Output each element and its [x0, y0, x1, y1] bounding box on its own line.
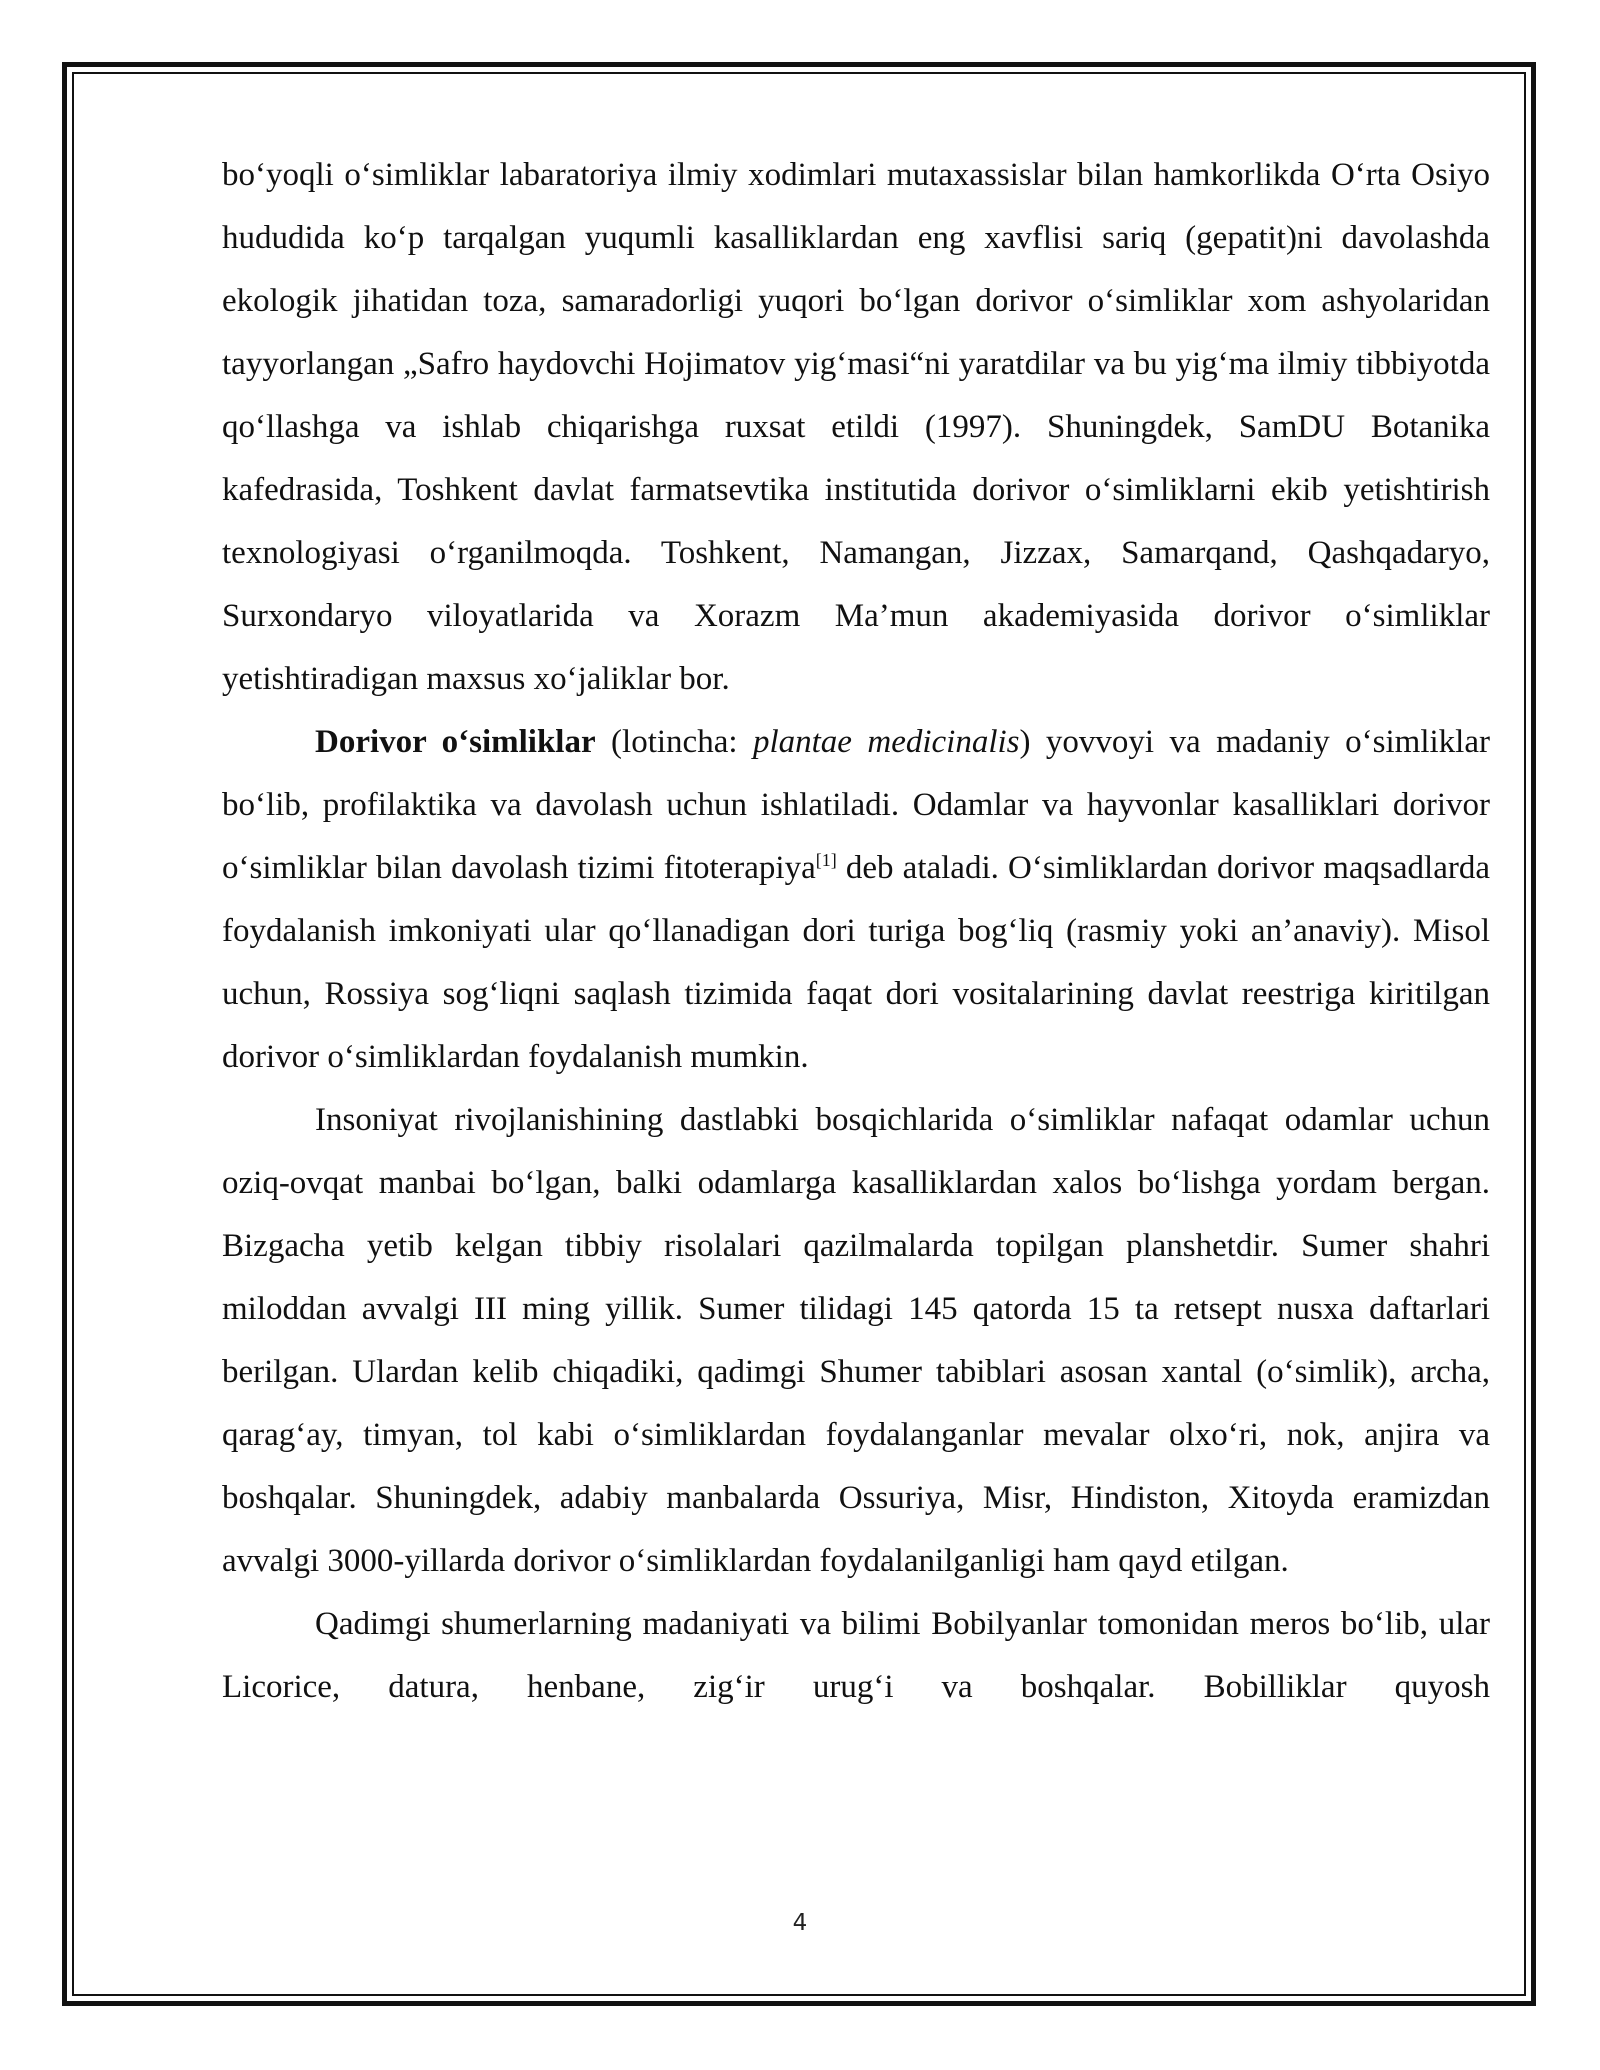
paragraph-1 [222, 144, 1490, 711]
paragraph-2-body: ) yovvoyi va madaniy o‘simliklar bo‘lib, profilaktika va davolash uchun ishlatiladi. Odamlar va hayvonlar kasalliklari dorivor o‘simliklar bilan davolash tizimi fitoterapiya [222, 724, 1490, 886]
paragraph-2 [222, 711, 1490, 1089]
paragraph-4-text: Qadimgi shumerlarning madaniyati va bilimi Bobilyanlar tomonidan meros bo‘lib, ular Licorice, datura, henbane, zig‘ir urug‘i va boshqalar. Bobilliklar quyosh [222, 1606, 1490, 1705]
paragraph-2-intro: (lotincha: [595, 724, 753, 760]
footnote-ref[interactable]: [1] [815, 850, 837, 870]
latin-name: plantae medicinalis [752, 724, 1020, 760]
paragraph-3 [222, 1089, 1490, 1593]
paragraph-3-text: Insoniyat rivojlanishining dastlabki bosqichlarida o‘simliklar nafaqat odamlar uchun oziq-ovqat manbai bo‘lgan, balki odamlarga kasalliklardan xalos bo‘lishga yordam bergan. Bizgacha yetib kelgan tibbiy risolalari qazilmalarda topilgan planshetdir. Sumer shahri miloddan avvalgi III ming yillik. Sumer tilidagi 145 qatorda 15 ta retsept nusxa daftarlari berilgan. Ulardan kelib chiqadiki, qadimgi Shumer tabiblari asosan xantal (o‘simlik), archa, qarag‘ay, timyan, tol kabi o‘simliklardan foydalanganlar mevalar olxo‘ri, nok, anjira va boshqalar. Shuningdek, adabiy manbalarda Ossuriya, Misr, Hindiston, Xitoyda eramizdan avvalgi 3000-yillarda dorivor o‘simliklardan foydalanilganligi ham qayd etilgan. [222, 1102, 1490, 1579]
paragraph-4 [222, 1593, 1490, 1719]
document-body [222, 144, 1490, 1719]
paragraph-2-rest: deb ataladi. O‘simliklardan dorivor maqsadlarda foydalanish imkoniyati ular qo‘llanadigan dori turiga bog‘liq (rasmiy yoki an’anaviy). Misol uchun, Rossiya sog‘liqni saqlash tizimida faqat dori vositalarining davlat reestriga kiritilgan dorivor o‘simliklardan foydalanish mumkin. [222, 850, 1490, 1075]
page-number: 4 [792, 1910, 808, 1936]
paragraph-1-text: bo‘yoqli o‘simliklar labaratoriya ilmiy xodimlari mutaxassislar bilan hamkorlikda O‘rta Osiyo hududida ko‘p tarqalgan yuqumli kasalliklardan eng xavflisi sariq (gepatit)ni davolashda ekologik jihatidan toza, samaradorligi yuqori bo‘lgan dorivor o‘simliklar xom ashyolaridan tayyorlangan „Safro haydovchi Hojimatov yig‘masi“ni yaratdilar va bu yig‘ma ilmiy tibbiyotda qo‘llashga va ishlab chiqarishga ruxsat etildi (1997). Shuningdek, SamDU Botanika kafedrasida, Toshkent davlat farmatsevtika institutida dorivor o‘simliklarni ekib yetishtirish texnologiyasi o‘rganilmoqda. Toshkent, Namangan, Jizzax, Samarqand, Qashqadaryo, Surxondaryo viloyatlarida va Xorazm Ma’mun akademiyasida dorivor o‘simliklar yetishtiradigan maxsus xo‘jaliklar bor. [222, 157, 1490, 697]
term-dorivor-osimliklar: Dorivor o‘simliklar [315, 724, 596, 760]
